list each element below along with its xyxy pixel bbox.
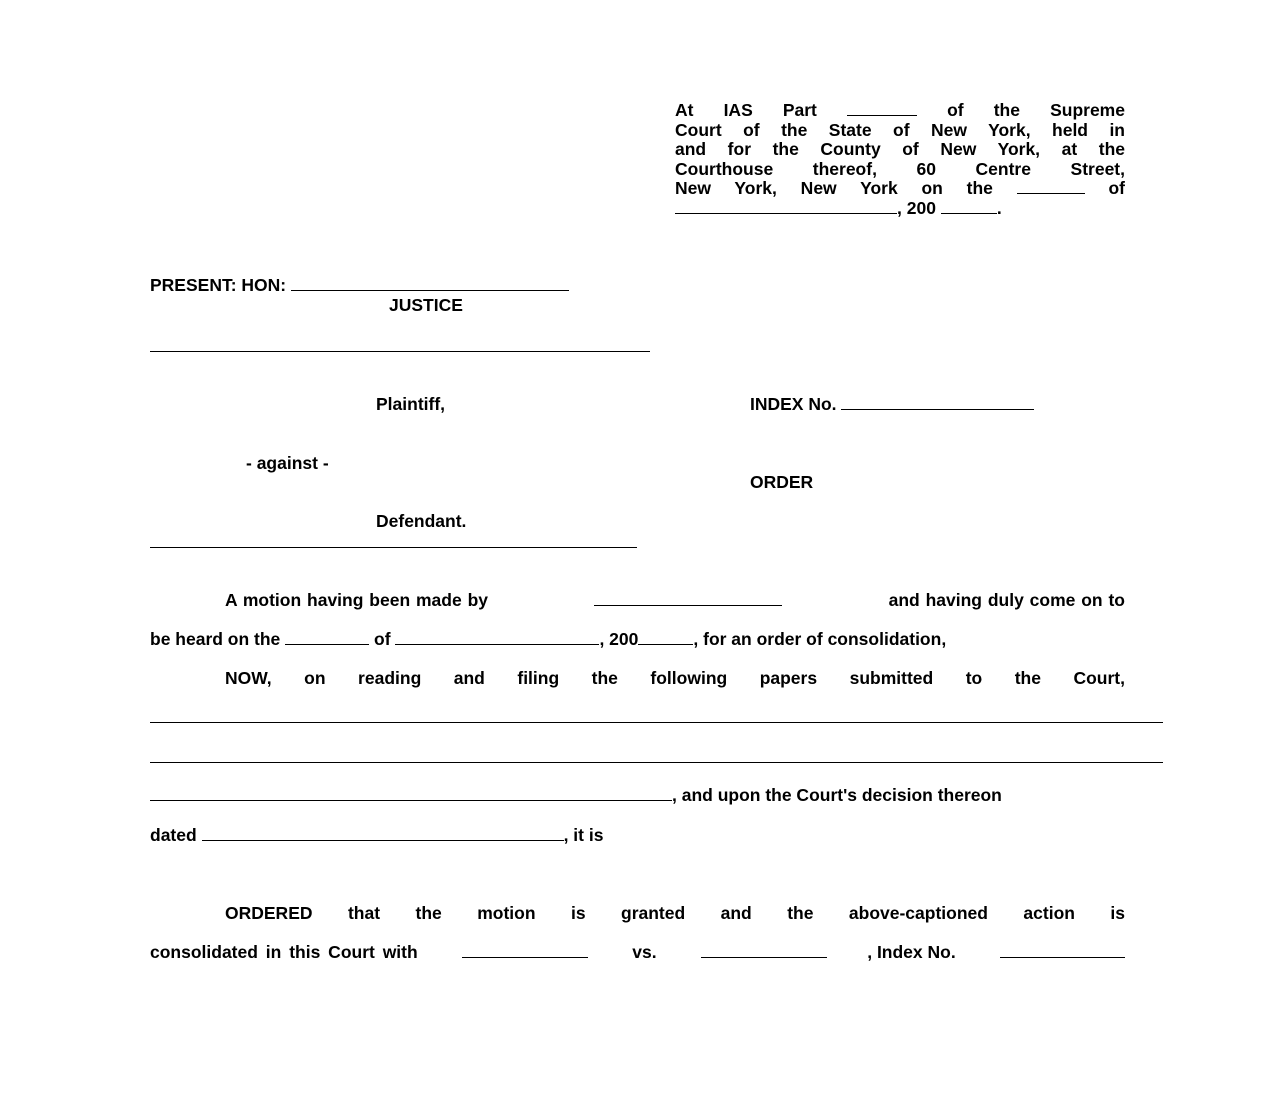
heard-line: be heard on the of , 200 , for an order of consolidation,: [150, 629, 947, 649]
papers-rule-1[interactable]: [150, 722, 1163, 723]
plaintiff-label: Plaintiff,: [376, 394, 446, 414]
motion-line: A motion having been made by and having duly come on to: [225, 590, 1125, 610]
consolidated-index-field[interactable]: [1000, 942, 1125, 958]
case-defendant-field[interactable]: [701, 942, 827, 958]
case-plaintiff-field[interactable]: [462, 942, 588, 958]
caption-top-rule[interactable]: [150, 351, 650, 352]
caption-bottom-rule[interactable]: [150, 547, 637, 548]
against-label: - against -: [246, 453, 329, 473]
heard-day-field[interactable]: [285, 629, 369, 645]
justice-name-field[interactable]: [291, 275, 569, 291]
heard-month-field[interactable]: [395, 629, 599, 645]
consolidated-line: consolidated in this Court with vs. , Index No.: [150, 942, 1125, 962]
present-line: PRESENT: HON:: [150, 275, 569, 295]
ordered-line: ORDERED that the motion is granted and the above-captioned action is: [225, 903, 1125, 923]
heading-line-2: Court of the State of New York, held in: [675, 120, 1125, 140]
index-number-field[interactable]: [841, 394, 1034, 410]
index-number-line: INDEX No.: [750, 394, 1034, 414]
part-number-field[interactable]: [847, 100, 917, 116]
defendant-label: Defendant.: [376, 511, 467, 531]
year-field[interactable]: [941, 198, 997, 214]
heard-year-field[interactable]: [638, 629, 693, 645]
justice-label: JUSTICE: [389, 295, 463, 315]
heading-line-1: At IAS Part of the Supreme: [675, 100, 1125, 120]
heading-line-3: and for the County of New York, at the: [675, 139, 1125, 159]
heading-line-5: New York, New York on the of: [675, 178, 1125, 198]
decision-line: , and upon the Court's decision thereon: [150, 785, 1002, 805]
heading-line-4: Courthouse thereof, 60 Centre Street,: [675, 159, 1125, 179]
decision-date-field[interactable]: [202, 825, 564, 841]
now-line: NOW, on reading and filing the following papers submitted to the Court,: [225, 668, 1125, 688]
order-title: ORDER: [750, 472, 814, 492]
heading-line-6: , 200 .: [675, 198, 1002, 218]
papers-rule-2[interactable]: [150, 762, 1163, 763]
papers-field-3[interactable]: [150, 785, 672, 801]
day-field[interactable]: [1017, 178, 1085, 194]
movant-field[interactable]: [594, 590, 782, 606]
month-field[interactable]: [675, 198, 897, 214]
dated-line: dated , it is: [150, 825, 604, 845]
